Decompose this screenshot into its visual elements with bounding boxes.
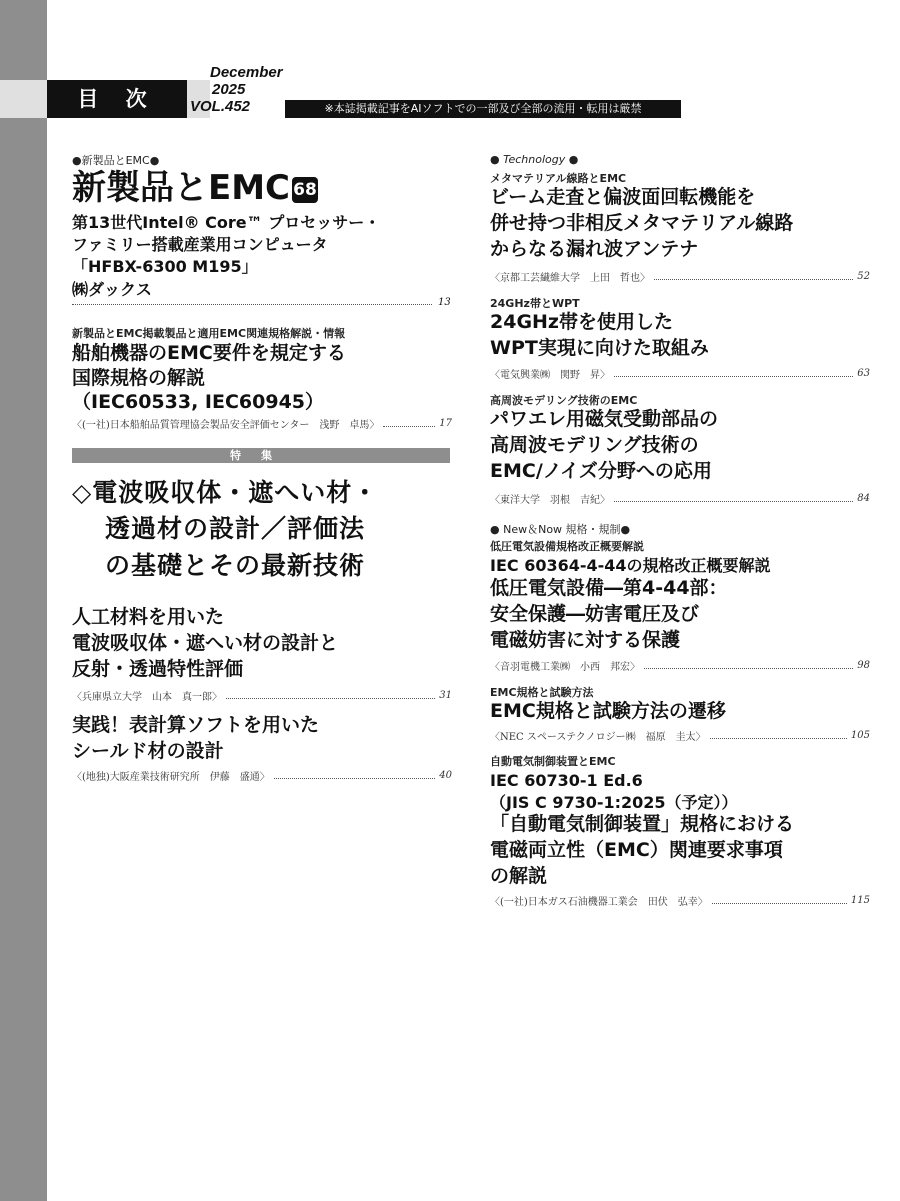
article1-author-row <box>72 688 452 703</box>
r2-author: 〈電気興業㈱ 関野 昇〉 <box>490 370 610 381</box>
r5-author-row <box>490 728 870 743</box>
article1-title-line-3[interactable]: 反射・透過特性評価 <box>72 658 244 680</box>
r3-title-line-3[interactable]: EMC/ノイズ分野への応用 <box>490 460 712 482</box>
r6-title-line-4[interactable]: 電磁両立性（EMC）関連要求事項 <box>490 839 783 861</box>
new-products-line-1: 第13世代Intel® Core™ プロセッサー・ <box>72 213 381 232</box>
r4-title-line-3[interactable]: 安全保護―妨害電圧及び <box>490 603 700 625</box>
article2-author-row <box>72 768 452 783</box>
ship-author-row <box>72 416 452 431</box>
r3-title-line-1[interactable]: パワエレ用磁気受動部品の <box>490 408 719 430</box>
leader-dots <box>274 772 435 779</box>
leader-dots <box>614 495 853 502</box>
r2-author-row <box>490 366 870 381</box>
new-products-line-2: ファミリー搭載産業用コンピュータ <box>72 235 328 254</box>
article2-author: 〈(地独)大阪産業技術研究所 伊藤 盛通〉 <box>72 772 270 783</box>
ship-page: 17 <box>439 418 452 429</box>
r1-subheading: メタマテリアル線路とEMC <box>490 172 627 185</box>
leader-dots <box>72 304 432 305</box>
toc-label: 目 次 <box>47 80 187 118</box>
r3-page: 84 <box>857 493 870 504</box>
new-products-title[interactable] <box>72 168 318 208</box>
feature-title-line-1[interactable]: ◇電波吸収体・遮へい材・ <box>72 478 379 507</box>
ship-title-line-3[interactable]: （IEC60533, IEC60945） <box>72 391 325 413</box>
article1-author: 〈兵庫県立大学 山本 真一郎〉 <box>72 692 222 703</box>
article2-page: 40 <box>439 770 452 781</box>
page-badge: 68 <box>292 177 318 203</box>
left-sidebar-band <box>0 0 47 1201</box>
r1-page: 52 <box>857 271 870 282</box>
feature-title-line-3[interactable]: の基礎とその最新技術 <box>105 551 366 580</box>
ship-title-line-2[interactable]: 国際規格の解説 <box>72 367 206 389</box>
new-products-company: ㈱ダックス <box>72 280 152 299</box>
r5-title-line-1[interactable]: EMC規格と試験方法の遷移 <box>490 700 726 722</box>
article1-title-line-2[interactable]: 電波吸収体・遮へい材の設計と <box>72 632 339 654</box>
ship-subheading: 新製品とEMC掲載製品と適用EMC関連規格解説・情報 <box>72 327 346 340</box>
r6-page: 115 <box>850 895 870 906</box>
feature-bar: 特集 <box>72 448 450 463</box>
section-label-new-and-now: ● New＆Now 規格・規制● <box>490 523 631 536</box>
r6-title-line-5[interactable]: の解説 <box>490 865 548 887</box>
leader-dots <box>383 420 435 427</box>
r2-title-line-1[interactable]: 24GHz帯を使用した <box>490 311 673 333</box>
r3-subheading: 高周波モデリング技術のEMC <box>490 394 638 407</box>
new-products-line-3: 「HFBX-6300 M195」 <box>72 257 258 276</box>
r1-title-line-3[interactable]: からなる漏れ波アンテナ <box>490 238 699 260</box>
r5-page: 105 <box>850 730 870 741</box>
issue-month: December <box>210 64 283 81</box>
r3-author: 〈東洋大学 羽根 吉紀〉 <box>490 495 610 506</box>
leader-dots <box>654 273 853 280</box>
article1-title-line-1[interactable]: 人工材料を用いた <box>72 606 225 628</box>
leader-dots <box>710 732 847 739</box>
r4-subheading: 低圧電気設備規格改正概要解説 <box>490 540 644 553</box>
section-label-technology: ● Technology ● <box>490 153 579 166</box>
ship-author: 〈(一社)日本船舶品質管理協会製品安全評価センター 浅野 卓馬〉 <box>72 420 380 431</box>
new-products-title-text: 新製品とEMC <box>72 168 291 208</box>
leader-dots <box>614 370 853 377</box>
section-label-new-products: ●新製品とEMC● <box>72 154 160 167</box>
r4-title-line-2[interactable]: 低圧電気設備―第4-44部： <box>490 577 728 599</box>
r1-title-line-2[interactable]: 併せ持つ非相反メタマテリアル線路 <box>490 212 794 234</box>
r4-author: 〈音羽電機工業㈱ 小西 邦宏〉 <box>490 662 640 673</box>
r3-title-line-2[interactable]: 高周波モデリング技術の <box>490 434 699 456</box>
r1-title-line-1[interactable]: ビーム走査と偏波面回転機能を <box>490 186 756 208</box>
r5-author: 〈NEC スペーステクノロジー㈱ 福原 圭太〉 <box>490 732 706 743</box>
r2-page: 63 <box>857 368 870 379</box>
r4-title-line-1[interactable]: IEC 60364-4-44の規格改正概要解説 <box>490 556 771 575</box>
r2-title-line-2[interactable]: WPT実現に向けた取組み <box>490 337 709 359</box>
article2-title-line-1[interactable]: 実践！表計算ソフトを用いた <box>72 714 320 736</box>
ship-title-line-1[interactable]: 船舶機器のEMC要件を規定する <box>72 342 346 364</box>
issue-volume: VOL.452 <box>190 98 251 115</box>
r4-author-row <box>490 658 870 673</box>
new-products-page: 13 <box>438 297 451 308</box>
leader-dots <box>226 692 435 699</box>
r1-author: 〈京都工芸繊維大学 上田 哲也〉 <box>490 273 650 284</box>
leader-dots <box>712 897 847 904</box>
r6-author-row <box>490 893 870 908</box>
article1-page: 31 <box>439 690 452 701</box>
issue-year: 2025 <box>212 81 246 98</box>
r2-subheading: 24GHz帯とWPT <box>490 297 580 310</box>
feature-title-line-2[interactable]: 透過材の設計／評価法 <box>105 514 366 543</box>
r1-author-row <box>490 269 870 284</box>
r4-page: 98 <box>857 660 870 671</box>
leader-dots <box>644 662 853 669</box>
r5-subheading: EMC規格と試験方法 <box>490 686 594 699</box>
copyright-notice: ※本誌掲載記事をAIソフトでの一部及び全部の流用・転用は厳禁 <box>285 100 681 118</box>
r6-subheading: 自動電気制御装置とEMC <box>490 755 616 768</box>
r4-title-line-4[interactable]: 電磁妨害に対する保護 <box>490 629 681 651</box>
article2-title-line-2[interactable]: シールド材の設計 <box>72 740 224 762</box>
r6-author: 〈(一社)日本ガス石油機器工業会 田伏 弘幸〉 <box>490 897 708 908</box>
r6-title-line-3[interactable]: 「自動電気制御装置」規格における <box>490 813 795 835</box>
r6-title-line-1[interactable]: IEC 60730-1 Ed.6 <box>490 771 643 790</box>
r6-title-line-2[interactable]: （JIS C 9730-1:2025（予定）） <box>490 793 738 812</box>
r3-author-row <box>490 491 870 506</box>
